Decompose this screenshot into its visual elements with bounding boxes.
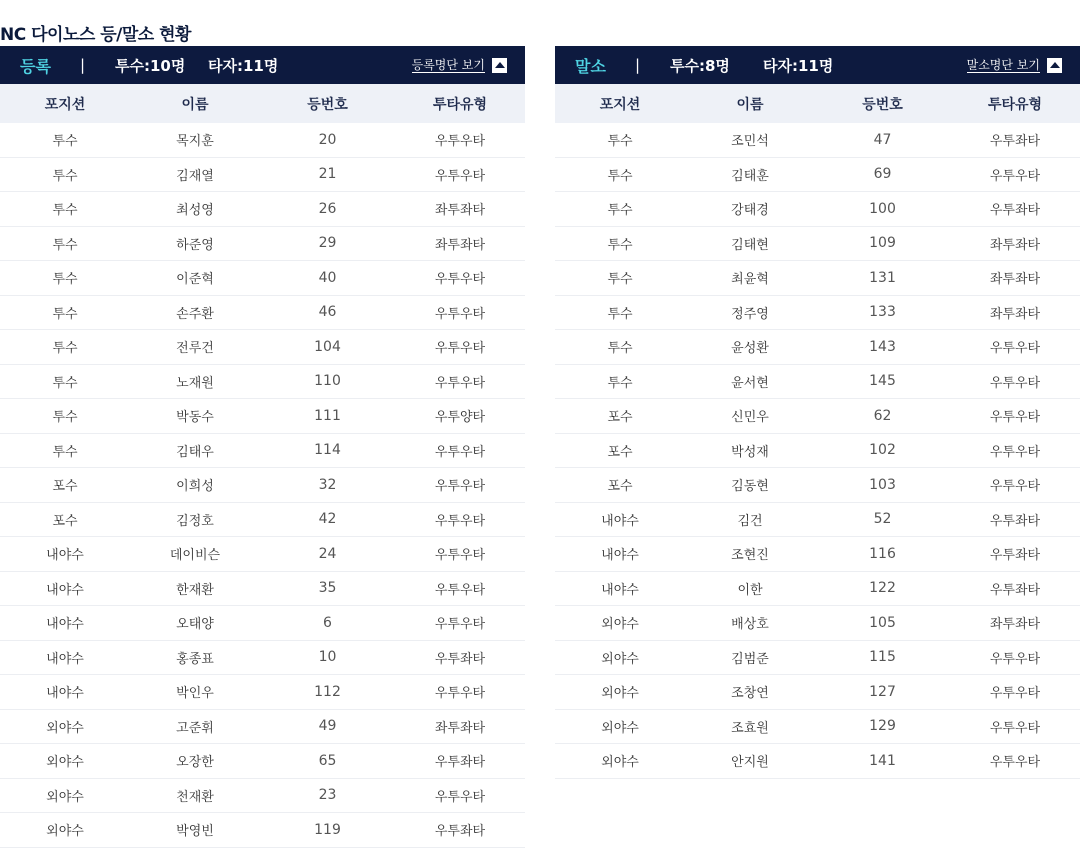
cell-number: 49 xyxy=(318,718,337,735)
cell-player-name: 전루건 xyxy=(176,341,214,357)
cell-bat-throw-type: 우투우타 xyxy=(434,513,486,529)
cell-player-name: 목지훈 xyxy=(176,134,214,150)
cell-position: 외야수 xyxy=(601,720,639,736)
column-type: 투타유형 xyxy=(987,96,1043,113)
cell-player-name: 이희성 xyxy=(176,479,214,495)
cell-bat-throw-type: 우투좌타 xyxy=(989,513,1041,529)
cell-bat-throw-type: 우투우타 xyxy=(434,582,486,598)
table-row xyxy=(555,399,1080,434)
cell-number: 21 xyxy=(318,166,337,183)
cell-player-name: 이한 xyxy=(737,582,763,598)
table-row xyxy=(555,503,1080,538)
column-position: 포지션 xyxy=(44,96,86,113)
cell-bat-throw-type: 우투우타 xyxy=(989,479,1041,495)
table-row xyxy=(555,227,1080,262)
cell-position: 포수 xyxy=(607,444,633,460)
cell-bat-throw-type: 우투우타 xyxy=(434,479,486,495)
table-row xyxy=(0,503,525,538)
cell-number: 109 xyxy=(869,235,896,252)
cell-player-name: 하준영 xyxy=(176,237,214,253)
cell-number: 40 xyxy=(318,269,337,286)
cell-position: 투수 xyxy=(52,410,78,426)
cell-position: 투수 xyxy=(52,375,78,391)
cell-bat-throw-type: 우투좌타 xyxy=(434,824,486,840)
cell-position: 외야수 xyxy=(46,789,84,805)
table-row xyxy=(555,365,1080,400)
cell-bat-throw-type: 우투우타 xyxy=(434,341,486,357)
table-row xyxy=(0,261,525,296)
view-registered-list-link[interactable]: 등록명단 보기 xyxy=(411,57,485,72)
table-row xyxy=(555,296,1080,331)
cell-position: 투수 xyxy=(52,237,78,253)
cell-player-name: 김범준 xyxy=(731,651,769,667)
cell-number: 133 xyxy=(869,304,896,321)
collapse-deregistered-button[interactable] xyxy=(1047,58,1062,73)
table-row xyxy=(0,744,525,779)
cell-bat-throw-type: 우투좌타 xyxy=(989,548,1041,564)
cell-bat-throw-type: 우투좌타 xyxy=(434,755,486,771)
cell-position: 포수 xyxy=(607,479,633,495)
table-row xyxy=(0,434,525,469)
cell-bat-throw-type: 우투우타 xyxy=(989,686,1041,702)
cell-number: 105 xyxy=(869,614,896,631)
table-row xyxy=(0,675,525,710)
cell-bat-throw-type: 우투좌타 xyxy=(989,203,1041,219)
deregistered-batter-count: 타자:11명 xyxy=(763,56,834,75)
cell-bat-throw-type: 우투우타 xyxy=(989,375,1041,391)
cell-player-name: 조민석 xyxy=(731,134,769,150)
cell-number: 103 xyxy=(869,476,896,493)
cell-player-name: 최윤혁 xyxy=(731,272,769,288)
cell-player-name: 천재환 xyxy=(176,789,214,805)
deregistered-panel xyxy=(555,46,1080,779)
cell-bat-throw-type: 우투좌타 xyxy=(434,651,486,667)
cell-player-name: 최성영 xyxy=(176,203,214,219)
cell-player-name: 노재원 xyxy=(176,375,214,391)
cell-number: 129 xyxy=(869,718,896,735)
registered-pitcher-count: 투수:10명 xyxy=(115,56,186,75)
cell-player-name: 손주환 xyxy=(176,306,214,322)
table-row xyxy=(555,434,1080,469)
cell-position: 포수 xyxy=(52,513,78,529)
cell-position: 투수 xyxy=(52,134,78,150)
cell-player-name: 한재환 xyxy=(176,582,214,598)
cell-player-name: 오태양 xyxy=(176,617,214,633)
cell-position: 내야수 xyxy=(601,513,639,529)
cell-number: 115 xyxy=(869,649,896,666)
table-row xyxy=(555,675,1080,710)
cell-number: 114 xyxy=(314,442,341,459)
cell-number: 131 xyxy=(869,269,896,286)
cell-bat-throw-type: 우투우타 xyxy=(434,375,486,391)
registered-panel xyxy=(0,46,525,848)
registered-title: 등록 xyxy=(20,56,51,76)
table-row xyxy=(0,641,525,676)
cell-number: 6 xyxy=(323,614,332,631)
deregistered-column-header xyxy=(555,84,1080,123)
cell-bat-throw-type: 우투우타 xyxy=(434,134,486,150)
cell-position: 투수 xyxy=(607,134,633,150)
cell-player-name: 김동현 xyxy=(731,479,769,495)
cell-position: 투수 xyxy=(607,375,633,391)
cell-bat-throw-type: 우투우타 xyxy=(989,410,1041,426)
cell-number: 104 xyxy=(314,338,341,355)
cell-position: 외야수 xyxy=(46,824,84,840)
cell-bat-throw-type: 우투우타 xyxy=(434,306,486,322)
cell-player-name: 데이비슨 xyxy=(169,548,221,564)
cell-player-name: 고준휘 xyxy=(176,720,214,736)
cell-number: 10 xyxy=(318,649,337,666)
table-row xyxy=(0,227,525,262)
cell-position: 내야수 xyxy=(601,582,639,598)
cell-number: 52 xyxy=(873,511,892,528)
table-row xyxy=(0,606,525,641)
table-row xyxy=(0,365,525,400)
table-row xyxy=(555,606,1080,641)
chevron-up-icon xyxy=(1050,62,1060,68)
cell-player-name: 박성재 xyxy=(731,444,769,460)
cell-position: 내야수 xyxy=(46,582,84,598)
cell-number: 110 xyxy=(314,373,341,390)
table-row xyxy=(555,123,1080,158)
cell-player-name: 이준혁 xyxy=(176,272,214,288)
cell-bat-throw-type: 우투우타 xyxy=(989,444,1041,460)
table-row xyxy=(0,158,525,193)
table-row xyxy=(0,572,525,607)
cell-bat-throw-type: 우투우타 xyxy=(989,168,1041,184)
column-type: 투타유형 xyxy=(432,96,488,113)
cell-bat-throw-type: 좌투좌타 xyxy=(989,306,1041,322)
cell-number: 26 xyxy=(318,200,337,217)
table-row xyxy=(555,572,1080,607)
cell-number: 141 xyxy=(869,752,896,769)
registered-table-body xyxy=(0,123,525,848)
table-row xyxy=(555,261,1080,296)
registered-column-header xyxy=(0,84,525,123)
table-row xyxy=(555,330,1080,365)
cell-player-name: 김태우 xyxy=(176,444,214,460)
cell-position: 포수 xyxy=(52,479,78,495)
table-row xyxy=(555,192,1080,227)
cell-player-name: 김태현 xyxy=(731,237,769,253)
table-row xyxy=(0,779,525,814)
cell-player-name: 조창연 xyxy=(731,686,769,702)
table-row xyxy=(0,537,525,572)
registered-batter-count: 타자:11명 xyxy=(208,56,279,75)
cell-bat-throw-type: 우투우타 xyxy=(989,341,1041,357)
cell-position: 투수 xyxy=(607,272,633,288)
table-row xyxy=(555,468,1080,503)
chevron-up-icon xyxy=(495,62,505,68)
cell-position: 외야수 xyxy=(601,686,639,702)
table-row xyxy=(555,641,1080,676)
cell-player-name: 정주영 xyxy=(731,306,769,322)
cell-position: 투수 xyxy=(52,341,78,357)
cell-player-name: 김정호 xyxy=(176,513,214,529)
cell-player-name: 박영빈 xyxy=(176,824,214,840)
cell-bat-throw-type: 우투우타 xyxy=(434,444,486,460)
cell-position: 투수 xyxy=(52,203,78,219)
cell-number: 122 xyxy=(869,580,896,597)
table-row xyxy=(555,537,1080,572)
cell-number: 100 xyxy=(869,200,896,217)
cell-bat-throw-type: 좌투좌타 xyxy=(434,720,486,736)
column-number: 등번호 xyxy=(862,96,903,113)
cell-bat-throw-type: 우투좌타 xyxy=(989,582,1041,598)
cell-bat-throw-type: 우투우타 xyxy=(434,548,486,564)
cell-number: 145 xyxy=(869,373,896,390)
cell-player-name: 윤서현 xyxy=(731,375,769,391)
cell-bat-throw-type: 우투우타 xyxy=(989,720,1041,736)
cell-number: 65 xyxy=(318,752,337,769)
view-deregistered-list-link[interactable]: 말소명단 보기 xyxy=(966,57,1040,72)
table-row xyxy=(0,710,525,745)
cell-player-name: 안지원 xyxy=(731,755,769,771)
cell-position: 투수 xyxy=(52,306,78,322)
cell-player-name: 윤성환 xyxy=(731,341,769,357)
cell-position: 투수 xyxy=(607,341,633,357)
cell-number: 111 xyxy=(314,407,341,424)
cell-number: 23 xyxy=(318,787,337,804)
cell-number: 29 xyxy=(318,235,337,252)
cell-number: 102 xyxy=(869,442,896,459)
registered-header xyxy=(0,46,525,84)
cell-position: 외야수 xyxy=(601,617,639,633)
cell-bat-throw-type: 좌투좌타 xyxy=(989,237,1041,253)
table-row xyxy=(0,296,525,331)
cell-player-name: 조현진 xyxy=(731,548,769,564)
page-title: NC 다이노스 등/말소 현황 xyxy=(0,25,191,45)
cell-bat-throw-type: 우투우타 xyxy=(989,755,1041,771)
table-row xyxy=(0,330,525,365)
cell-number: 46 xyxy=(318,304,337,321)
cell-number: 116 xyxy=(869,545,896,562)
column-position: 포지션 xyxy=(599,96,641,113)
cell-position: 외야수 xyxy=(601,755,639,771)
cell-bat-throw-type: 우투우타 xyxy=(434,617,486,633)
cell-position: 내야수 xyxy=(46,686,84,702)
table-row xyxy=(555,744,1080,779)
cell-player-name: 박인우 xyxy=(176,686,214,702)
cell-position: 외야수 xyxy=(46,755,84,771)
cell-bat-throw-type: 좌투좌타 xyxy=(989,617,1041,633)
cell-number: 32 xyxy=(318,476,337,493)
table-row xyxy=(0,192,525,227)
deregistered-table-body xyxy=(555,123,1080,779)
cell-player-name: 오장한 xyxy=(176,755,214,771)
cell-bat-throw-type: 좌투좌타 xyxy=(434,237,486,253)
table-row xyxy=(555,710,1080,745)
cell-player-name: 신민우 xyxy=(731,410,769,426)
cell-bat-throw-type: 우투우타 xyxy=(434,272,486,288)
cell-position: 투수 xyxy=(52,168,78,184)
cell-position: 투수 xyxy=(607,306,633,322)
cell-bat-throw-type: 우투좌타 xyxy=(989,134,1041,150)
cell-number: 143 xyxy=(869,338,896,355)
cell-bat-throw-type: 우투우타 xyxy=(434,686,486,702)
cell-position: 투수 xyxy=(52,272,78,288)
cell-player-name: 김태훈 xyxy=(731,168,769,184)
cell-position: 포수 xyxy=(607,410,633,426)
cell-position: 내야수 xyxy=(46,617,84,633)
cell-player-name: 홍종표 xyxy=(176,651,214,667)
cell-bat-throw-type: 좌투좌타 xyxy=(434,203,486,219)
cell-position: 투수 xyxy=(52,444,78,460)
cell-bat-throw-type: 우투우타 xyxy=(434,168,486,184)
cell-player-name: 조효원 xyxy=(731,720,769,736)
cell-number: 20 xyxy=(318,131,337,148)
cell-position: 내야수 xyxy=(46,651,84,667)
cell-number: 69 xyxy=(873,166,892,183)
cell-player-name: 강태경 xyxy=(731,203,769,219)
table-row xyxy=(0,399,525,434)
cell-position: 투수 xyxy=(607,237,633,253)
cell-position: 외야수 xyxy=(601,651,639,667)
header-separator: | xyxy=(635,56,641,74)
cell-player-name: 김재열 xyxy=(176,168,214,184)
cell-position: 외야수 xyxy=(46,720,84,736)
cell-number: 119 xyxy=(314,821,341,838)
deregistered-title: 말소 xyxy=(575,56,606,76)
column-number: 등번호 xyxy=(307,96,348,113)
cell-number: 112 xyxy=(314,683,341,700)
column-name: 이름 xyxy=(736,96,764,113)
column-name: 이름 xyxy=(181,96,209,113)
table-row xyxy=(0,123,525,158)
cell-number: 47 xyxy=(873,131,892,148)
table-row xyxy=(555,158,1080,193)
cell-number: 62 xyxy=(873,407,892,424)
cell-bat-throw-type: 우투우타 xyxy=(989,651,1041,667)
cell-bat-throw-type: 우투우타 xyxy=(434,789,486,805)
cell-player-name: 배상호 xyxy=(731,617,769,633)
cell-player-name: 김건 xyxy=(737,513,763,529)
cell-position: 내야수 xyxy=(601,548,639,564)
cell-position: 투수 xyxy=(607,203,633,219)
cell-position: 투수 xyxy=(607,168,633,184)
cell-number: 24 xyxy=(318,545,337,562)
deregistered-header xyxy=(555,46,1080,84)
deregistered-pitcher-count: 투수:8명 xyxy=(670,56,730,75)
table-row xyxy=(0,813,525,848)
table-row xyxy=(0,468,525,503)
cell-position: 내야수 xyxy=(46,548,84,564)
cell-bat-throw-type: 좌투좌타 xyxy=(989,272,1041,288)
cell-number: 42 xyxy=(318,511,337,528)
cell-number: 127 xyxy=(869,683,896,700)
collapse-registered-button[interactable] xyxy=(492,58,507,73)
cell-bat-throw-type: 우투양타 xyxy=(434,410,486,426)
cell-number: 35 xyxy=(318,580,337,597)
header-separator: | xyxy=(80,56,86,74)
cell-player-name: 박동수 xyxy=(176,410,214,426)
